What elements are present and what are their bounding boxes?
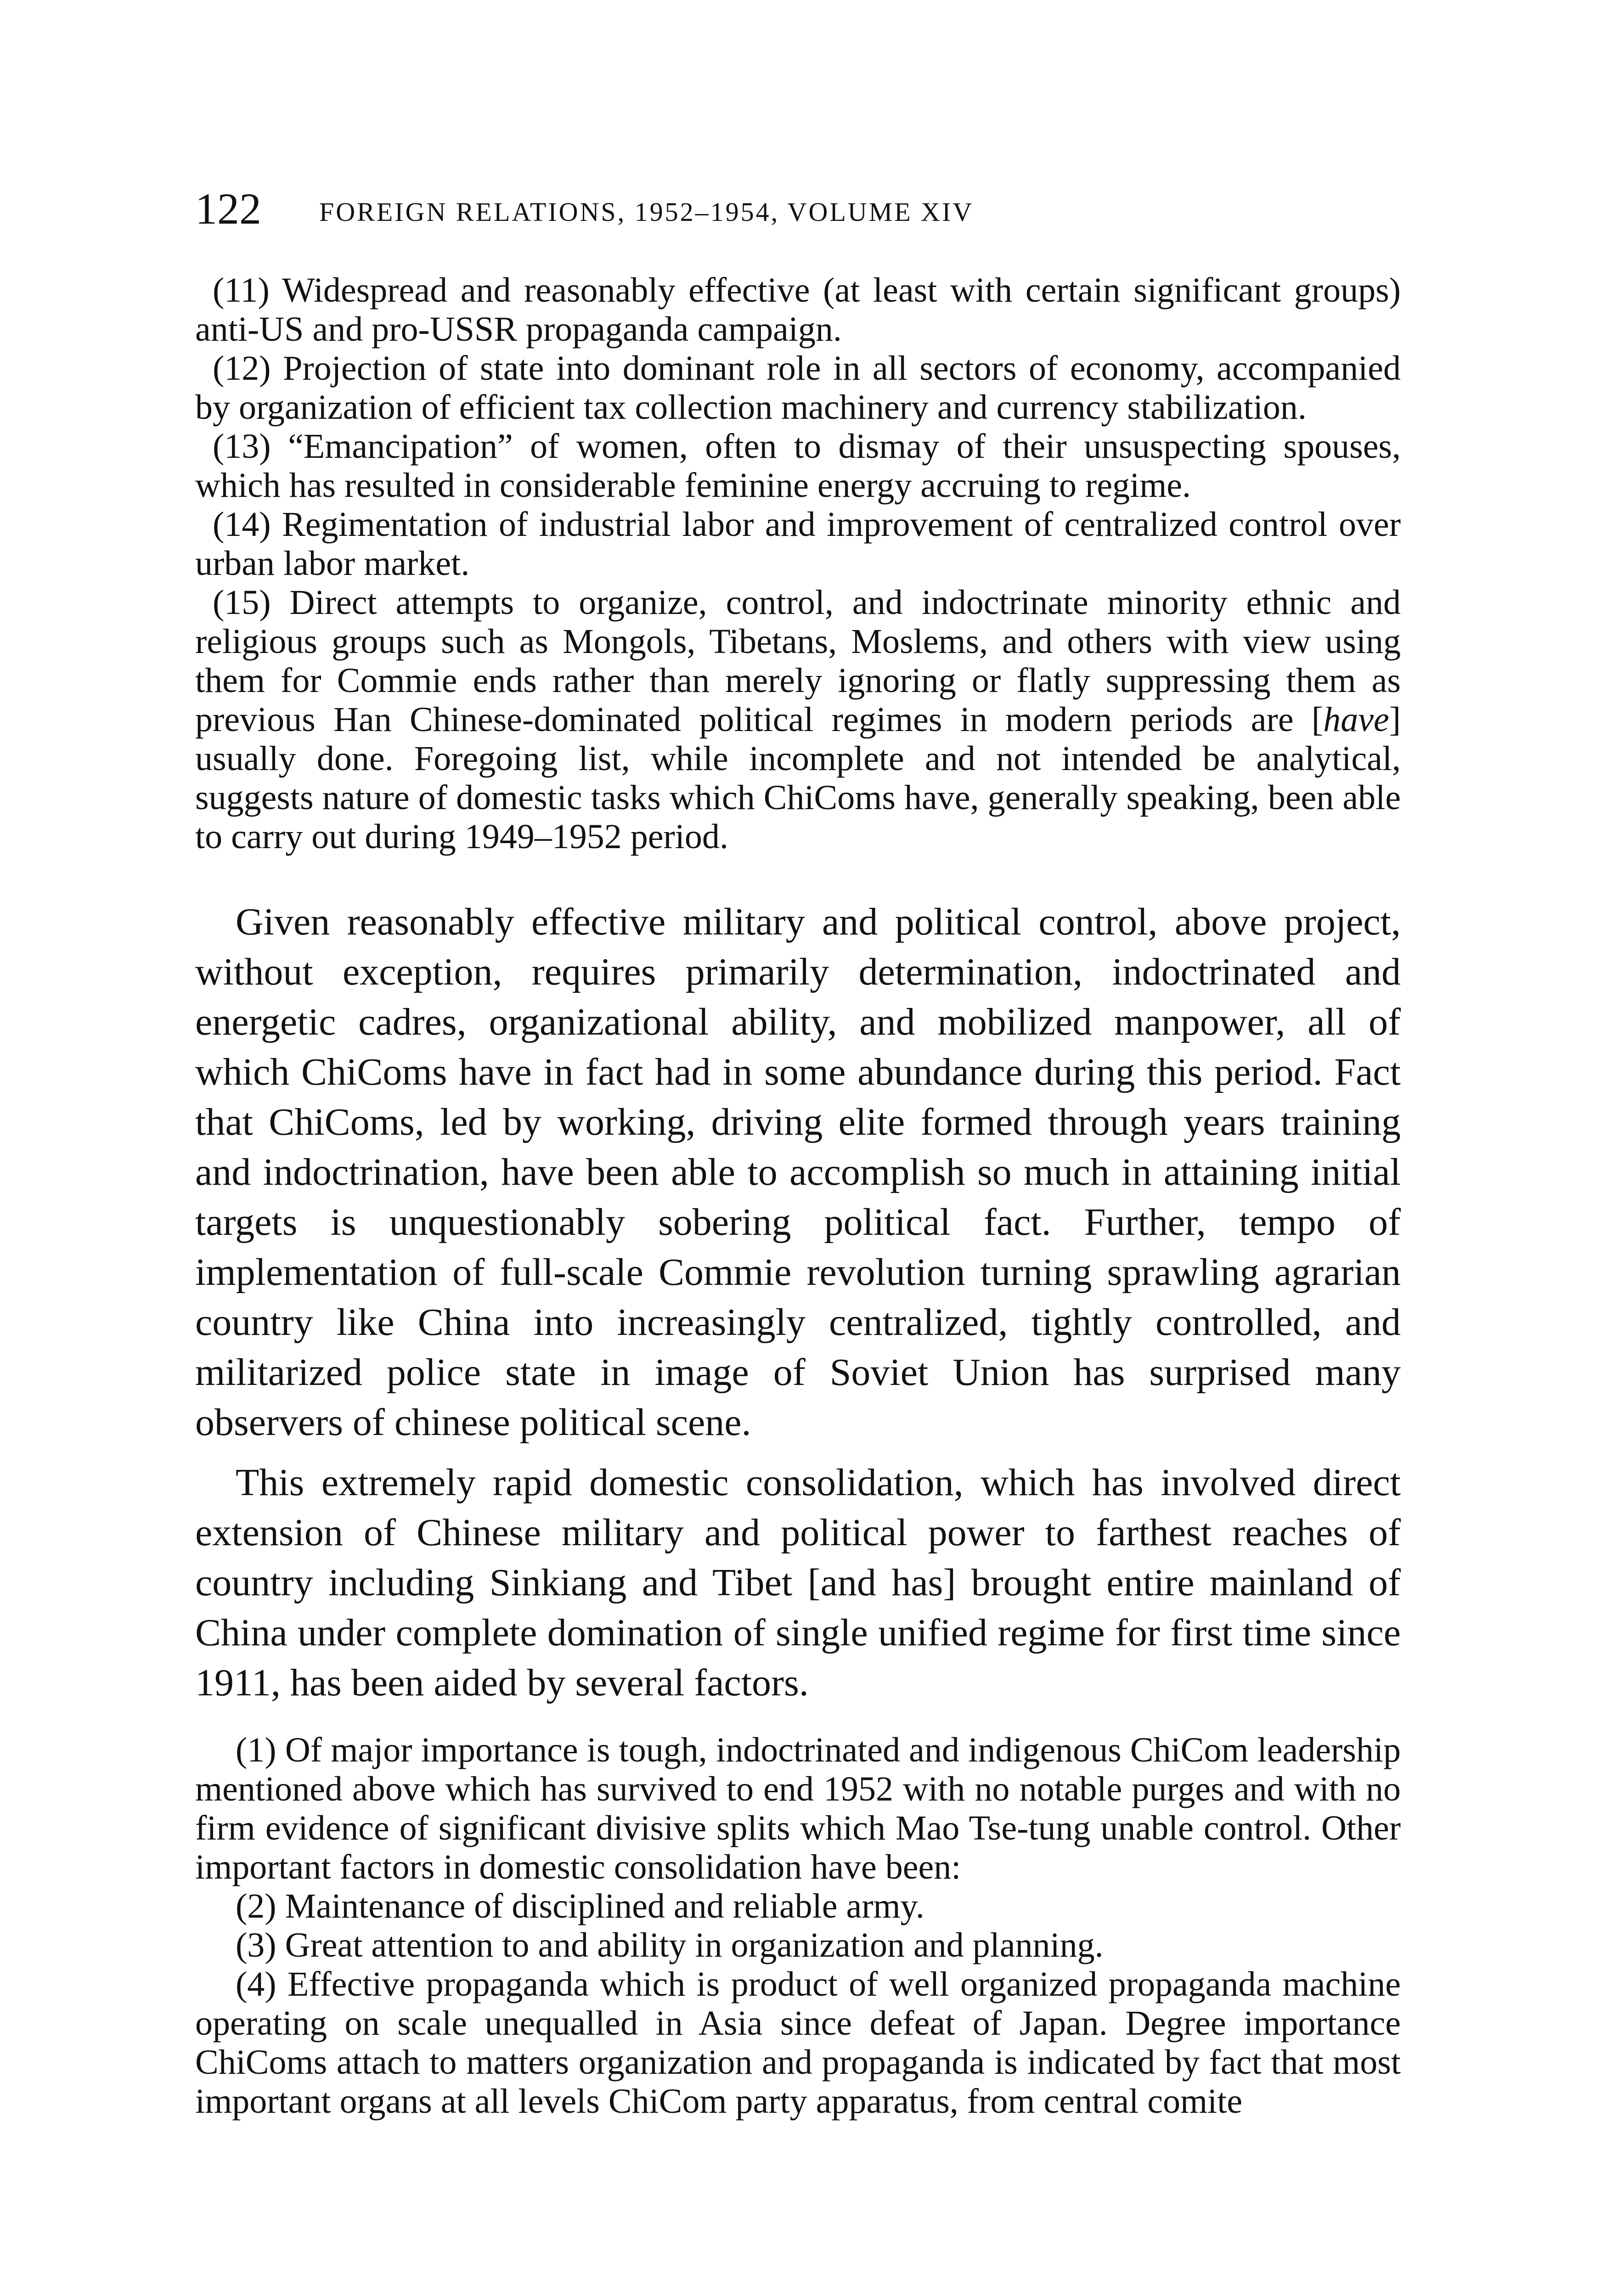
list-item-15-italic: have <box>1323 700 1389 739</box>
list-item: (2) Maintenance of disciplined and reliable army. <box>236 1887 924 1925</box>
list-item-15 <box>195 583 1401 856</box>
list-item: (3) Great attention to and ability in organization and planning. <box>236 1926 1104 1964</box>
list-item: (11) Widespread and reasonably effective (at least with certain significant groups) anti-US and pro-USSR propaganda campaign. <box>195 271 1401 349</box>
list-item: (14) Regimentation of industrial labor and improvement of centralized control over urban labor market. <box>195 505 1401 583</box>
list-item: (1) Of major importance is tough, indoctrinated and indigenous ChiCom leadership mentioned above which has survived to end 1952 with no notable purges and with no firm evidence of significant divisive splits which Mao Tse-tung unable control. Other important factors in domestic consolidation have been: <box>195 1731 1401 1886</box>
body-paragraphs <box>195 897 1401 1708</box>
numbered-list-top <box>195 271 1401 856</box>
numbered-list-bottom <box>195 1731 1401 2121</box>
page-header <box>195 184 1398 234</box>
page-content <box>195 271 1401 2121</box>
body-paragraph: Given reasonably effective military and political control, above project, without exception, requires primarily determination, indoctrinated and energetic cadres, organizational ability, and mobilized manpower, all of which ChiComs have in fact had in some abundance during this period. Fact that ChiComs, led by working, driving elite formed through years training and indoctrination, have been able to accomplish so much in attaining initial targets is unquestionably sobering political fact. Further, tempo of implementation of full-scale Commie revolution turning sprawling agrarian country like China into increasingly centralized, tightly controlled, and militarized police state in image of Soviet Union has surprised many observers of chinese political scene. <box>195 900 1401 1444</box>
running-head: FOREIGN RELATIONS, 1952–1954, VOLUME XIV <box>319 197 974 227</box>
body-paragraph: This extremely rapid domestic consolidation, which has involved direct extension of Chinese military and political power to farthest reaches of country including Sinkiang and Tibet [and has] brought entire mainland of China under complete domination of single unified regime for first time since 1911, has been aided by several factors. <box>195 1461 1401 1704</box>
list-item: (12) Projection of state into dominant role in all sectors of economy, accompanied by organization of efficient tax collection machinery and currency stabilization. <box>195 349 1401 427</box>
list-item: (13) “Emancipation” of women, often to dismay of their unsuspecting spouses, which has resulted in considerable feminine energy accruing to regime. <box>195 427 1401 505</box>
list-item-15-text-b: ] usually done. Foregoing list, while incomplete and not intended be analytical, suggests nature of domestic tasks which ChiComs have, generally speaking, been able to carry out during 1949–1952 period. <box>195 700 1401 856</box>
list-item: (4) Effective propaganda which is product of well organized propaganda machine operating on scale unequalled in Asia since defeat of Japan. Degree importance ChiComs attach to matters organization and propaganda is indicated by fact that most important organs at all levels ChiCom party apparatus, from central comite <box>195 1965 1401 2121</box>
list-item-15-text-a: (15) Direct attempts to organize, control, and indoctrinate minority ethnic and religious groups such as Mongols, Tibetans, Moslems, and others with view using them for Commie ends rather than merely ignoring or flatly suppressing them as previous Han Chinese-dominated political regimes in modern periods are [ <box>195 583 1401 739</box>
page-number: 122 <box>195 184 261 233</box>
